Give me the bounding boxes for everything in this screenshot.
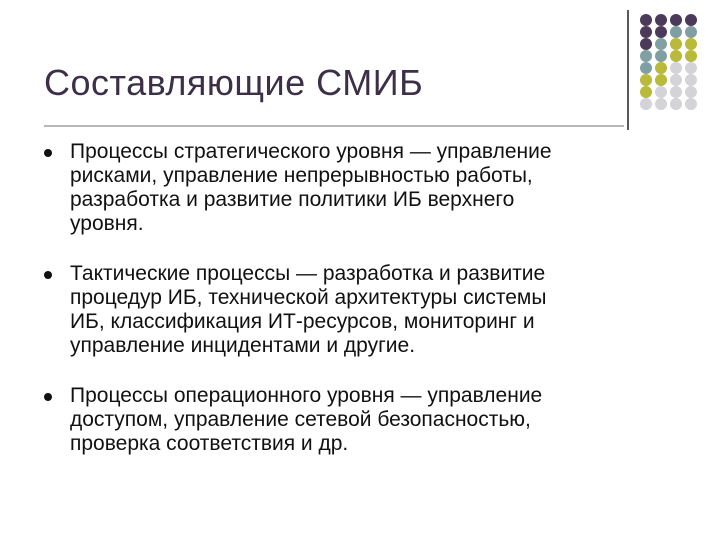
light-dot-icon [670, 86, 682, 98]
light-dot-icon [685, 74, 697, 86]
gray-dot-icon [655, 38, 667, 50]
purple-dot-icon [685, 14, 697, 26]
gray-dot-icon [640, 50, 652, 62]
olive-dot-icon [670, 50, 682, 62]
purple-dot-icon [640, 26, 652, 38]
olive-dot-icon [640, 86, 652, 98]
bullet-item-strategic [44, 140, 684, 236]
gray-dot-icon [670, 26, 682, 38]
light-dot-icon [685, 86, 697, 98]
purple-dot-icon [670, 14, 682, 26]
light-dot-icon [655, 86, 667, 98]
light-dot-icon [640, 98, 652, 110]
light-dot-icon [685, 98, 697, 110]
bullet-dot-icon [44, 149, 52, 157]
gray-dot-icon [685, 26, 697, 38]
gray-dot-icon [640, 62, 652, 74]
bullet-item-operational [44, 384, 684, 456]
decorative-dot-grid [640, 14, 710, 114]
gray-dot-icon [655, 50, 667, 62]
slide-title: Составляющие СМИБ [44, 62, 424, 103]
decorative-vertical-line [627, 10, 629, 130]
purple-dot-icon [655, 14, 667, 26]
purple-dot-icon [655, 26, 667, 38]
purple-dot-icon [640, 14, 652, 26]
olive-dot-icon [655, 74, 667, 86]
bullet-text: Процессы операционного уровня — управление доступом, управление сетевой безопасностью, проверка соответствия и др. [70, 384, 543, 455]
bullet-list [44, 140, 684, 456]
bullet-dot-icon [44, 393, 52, 401]
title-divider [44, 125, 624, 127]
light-dot-icon [655, 98, 667, 110]
olive-dot-icon [685, 50, 697, 62]
bullet-text: Процессы стратегического уровня — управление рисками, управление непрерывностью работы, разработка и развитие политики ИБ верхнего уровня. [70, 140, 552, 235]
olive-dot-icon [670, 38, 682, 50]
light-dot-icon [685, 62, 697, 74]
purple-dot-icon [640, 38, 652, 50]
bullet-dot-icon [44, 271, 52, 279]
olive-dot-icon [685, 38, 697, 50]
olive-dot-icon [655, 62, 667, 74]
light-dot-icon [670, 98, 682, 110]
light-dot-icon [670, 74, 682, 86]
bullet-item-tactical [44, 262, 684, 358]
light-dot-icon [670, 62, 682, 74]
olive-dot-icon [640, 74, 652, 86]
bullet-text: Тактические процессы — разработка и развитие процедур ИБ, технической архитектуры системы ИБ, классификация ИТ-ресурсов, мониторинг и управление инцидентами и другие. [70, 262, 547, 357]
